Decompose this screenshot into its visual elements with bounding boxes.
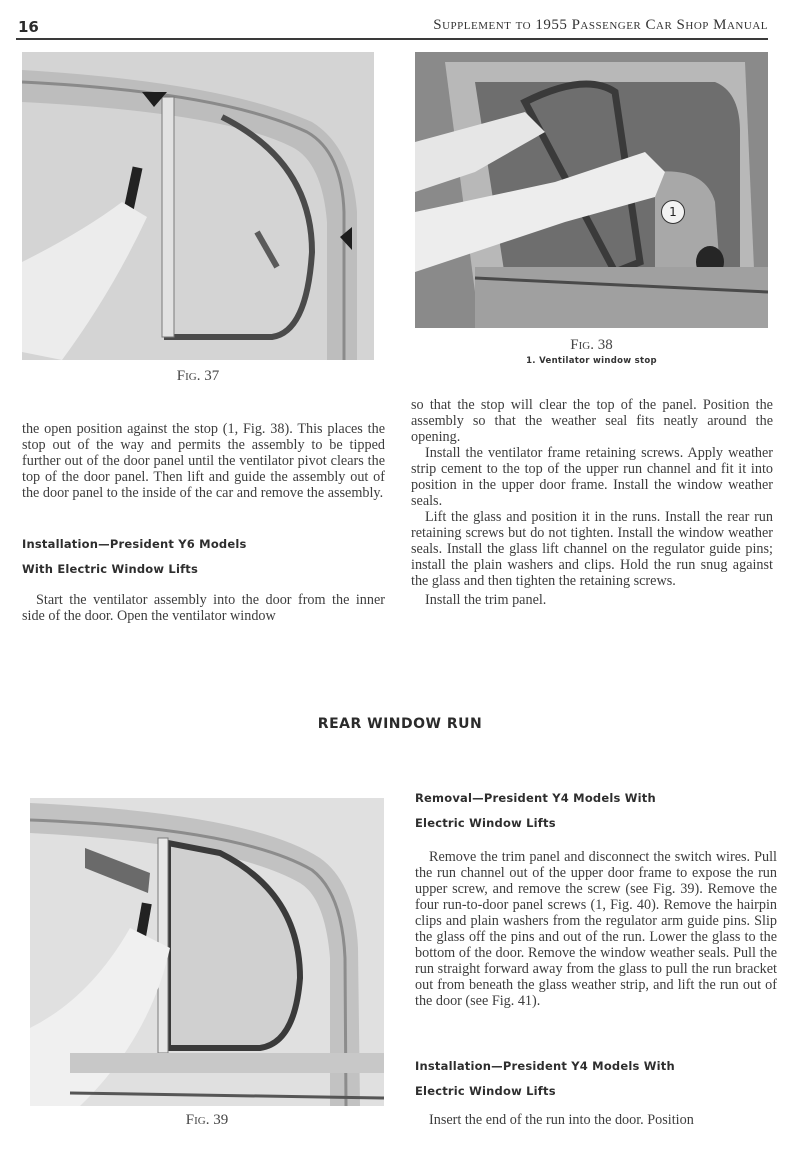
fig-38-caption: Fig. 38 [570, 337, 613, 353]
paragraph: Start the ventilator assembly into the door from the inner side of the door. Open the ventilator window [22, 592, 385, 624]
fig-38-photo [415, 52, 768, 328]
fig-39-photo [30, 798, 384, 1106]
paragraph: Remove the trim panel and disconnect the switch wires. Pull the run channel out of the upper door frame to expose the run upper screw, and remove the screw (see Fig. 39). Remove the four run-to-door panel screws (1, Fig. 40). Remove the hairpin clips and plain washers from the regulator arm guide pins. Slip the glass off the pins and out of the run. Lower the glass to the bottom of the door. Remove the window weather seals. Pull the run straight forward away from the glass to pull the run bracket out from beneath the glass weather strip, and lift the run out of the door (see Fig. 41). [415, 849, 777, 1009]
fig-39-caption: Fig. 39 [185, 1112, 229, 1128]
fig-37-caption: Fig. 37 [176, 368, 220, 384]
callout-1-marker [661, 200, 685, 224]
subhead-line: Installation—President Y4 Models With [415, 1059, 675, 1073]
subhead-line: Installation—President Y6 Models [22, 537, 247, 551]
paragraph: the open position against the stop (1, Fig. 38). This places the stop out of the way and permits the assembly to be tipped further out of the door panel until the ventilator pivot clears the top of the door panel. Then lift and guide the assembly out of the door panel to the inside of the car and remove the assembly. [22, 421, 385, 501]
door-frame-illustration-icon [22, 52, 374, 360]
paragraph: Install the ventilator frame retaining screws. Apply weather strip cement to the top of the upper run channel and fit it into position in the upper door frame. Install the window weather seals. [411, 445, 773, 509]
right-column-top [411, 397, 773, 608]
fig-37-photo [22, 52, 374, 360]
callout-1-label: 1 [669, 205, 677, 219]
rear-window-run-illustration-icon [30, 798, 384, 1106]
paragraph: Install the trim panel. [425, 592, 547, 608]
left-column-installation-text [22, 592, 385, 624]
running-head: Supplement to 1955 Passenger Car Shop Manual [433, 17, 768, 33]
subhead-installation-y6 [22, 532, 385, 582]
subhead-line: Electric Window Lifts [415, 816, 556, 830]
paragraph: Lift the glass and position it in the runs. Install the rear run retaining screws but do not tighten. Install the window weather seals. Install the glass lift channel on the regulator guide pins; install the plain washers and clips. Hold the run snug against the glass and then tighten the retaining screws. [411, 509, 773, 589]
paragraph: so that the stop will clear the top of the panel. Position the assembly so that the weather seal fits neatly around the opening. [411, 397, 773, 445]
subhead-line: Electric Window Lifts [415, 1084, 556, 1098]
page-number: 16 [18, 18, 39, 36]
left-column-top [22, 421, 385, 501]
subhead-line: Removal—President Y4 Models With [415, 791, 656, 805]
header-rule [16, 38, 768, 40]
paragraph: Insert the end of the run into the door. Position [429, 1112, 694, 1128]
section-title: REAR WINDOW RUN [317, 716, 483, 732]
ventilator-assembly-illustration-icon [415, 52, 768, 328]
subhead-removal-y4 [415, 786, 775, 836]
fig-38-legend: 1. Ventilator window stop [526, 356, 657, 366]
removal-text [415, 849, 777, 1009]
subhead-line: With Electric Window Lifts [22, 562, 199, 576]
subhead-installation-y4 [415, 1054, 775, 1104]
installation-y4-text [415, 1112, 777, 1128]
